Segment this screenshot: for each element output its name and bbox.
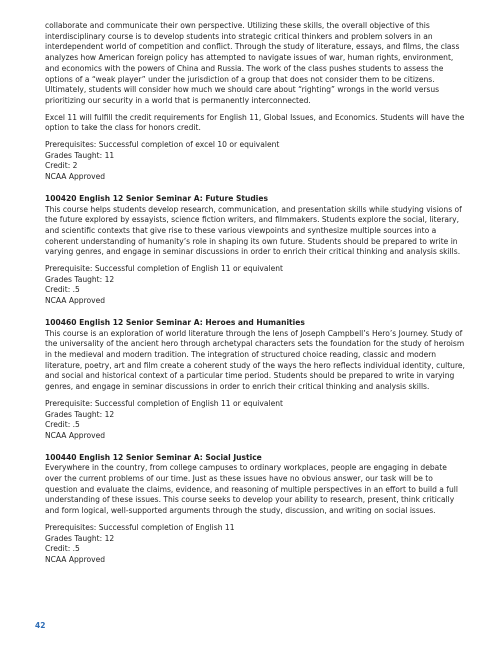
document-page <box>45 21 465 566</box>
intro-credit-note: Excel 11 will fulfill the credit requirements for English 11, Global Issues, and Economics. Students will have the option to take the class for honors credit. <box>45 112 465 133</box>
page-number: 42 <box>35 621 46 630</box>
course-description: This course helps students develop research, communication, and presentation skills while studying visions of the future explored by essayists, science fiction writers, and filmmakers. Students explore the social, literary, and scientific contexts that give rise to these various viewpoints and synthesize multiple sources into a coherent understanding of humanity’s role in shaping its own future. Students should be prepared to write in varying genres, and engage in seminar discussions in order to enrich their critical thinking and analysis skills. <box>45 204 462 257</box>
course-ncaa: NCAA Approved <box>45 296 106 306</box>
course-title: 100420 English 12 Senior Seminar A: Future Studies <box>45 193 268 203</box>
intro-grades: Grades Taught: 11 <box>45 150 115 160</box>
course-social-justice <box>45 453 465 566</box>
course-prerequisite: Prerequisite: Successful completion of English 11 or equivalent <box>45 264 283 274</box>
course-grades: Grades Taught: 12 <box>45 533 115 543</box>
course-credit: Credit: .5 <box>45 285 80 295</box>
course-prerequisite: Prerequisites: Successful completion of English 11 <box>45 522 235 532</box>
course-heroes-humanities <box>45 318 465 442</box>
course-credit: Credit: .5 <box>45 420 80 430</box>
course-description: Everywhere in the country, from college campuses to ordinary workplaces, people are engaging in debate over the current problems of our time. Just as these issues have no obvious answer, our task will be to question and evaluate the claims, evidence, and reasoning of multiple perspectives in an effort to build a full understanding of these issues. This course seeks to develop your ability to research, present, think critically and form logical, well-supported arguments through the study, discussion, and writing on social issues. <box>45 463 458 516</box>
intro-credit: Credit: 2 <box>45 161 78 171</box>
course-description: This course is an exploration of world literature through the lens of Joseph Campbell’s Hero’s Journey. Study of the universality of the ancient hero through archetypal characters sets the foundation for the study of heroism in the medieval and modern tradition. The integration of structured choice reading, classic and modern literature, poetry, art and film create a coherent study of the ways the hero reflects individual identity, culture, and social and historical context of a particular time period. Students should be prepared to write in varying genres, and engage in seminar discussions in order to enrich their critical thinking and analysis skills. <box>45 328 465 392</box>
course-future-studies <box>45 194 465 307</box>
intro-paragraph: collaborate and communicate their own perspective. Utilizing these skills, the overall objective of this interdisciplinary course is to develop students into strategic critical thinkers and problem solvers in an interdependent world of competition and conflict. Through the study of literature, essays, and films, the class analyzes how American foreign policy has attempted to navigate issues of war, human rights, environment, and economics with the powers of China and Russia. The work of the class pushes students to assess the options of a “weak player” under the jurisdiction of a group that does not consider them to be citizens. Ultimately, students will consider how much we should care about “righting” wrongs in the world versus prioritizing our security in a world that is permanently interconnected. <box>45 21 460 105</box>
course-title: 100440 English 12 Senior Seminar A: Social Justice <box>45 452 262 462</box>
course-ncaa: NCAA Approved <box>45 554 106 564</box>
course-grades: Grades Taught: 12 <box>45 274 115 284</box>
intro-prerequisite: Prerequisites: Successful completion of excel 10 or equivalent <box>45 140 280 150</box>
course-ncaa: NCAA Approved <box>45 430 106 440</box>
course-title: 100460 English 12 Senior Seminar A: Heroes and Humanities <box>45 317 305 327</box>
course-credit: Credit: .5 <box>45 544 80 554</box>
course-grades: Grades Taught: 12 <box>45 409 115 419</box>
intro-ncaa: NCAA Approved <box>45 172 106 182</box>
course-prerequisite: Prerequisite: Successful completion of English 11 or equivalent <box>45 398 283 408</box>
